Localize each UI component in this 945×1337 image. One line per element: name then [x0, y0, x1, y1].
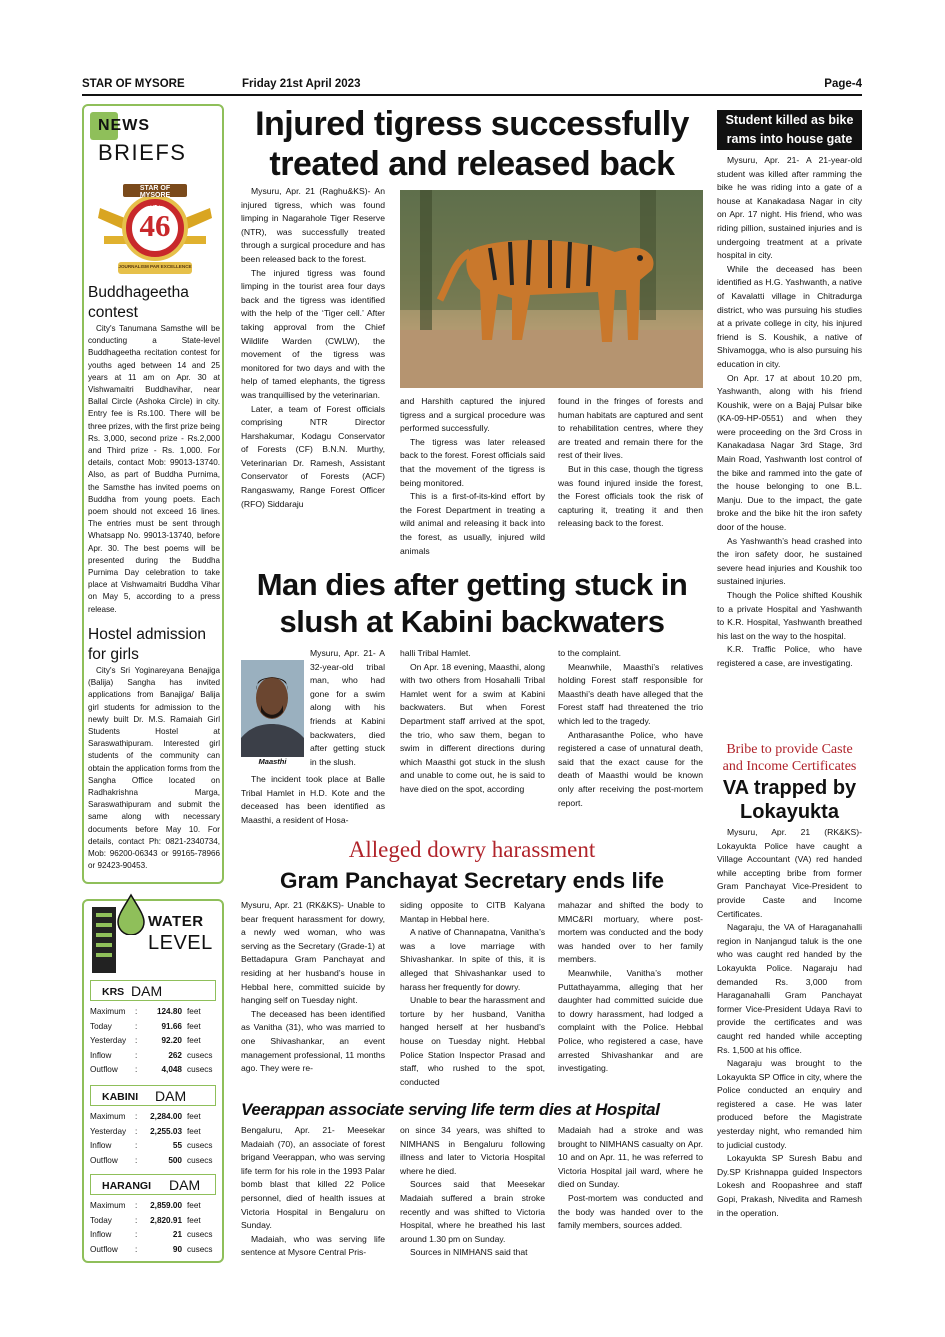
table-row: Yesterday : 92.20 feet	[90, 1036, 201, 1045]
dowry-col-1: Mysuru, Apr. 21 (RK&KS)- Unable to bear frequent harassment for dowry, a newly wed woman, who was serving as the Secretary (Grade-1) at Bettadapura Gram Panchayat and residing at her husband’s house in Hebbal here, committed suicide by hanging self on Tuesday night. The deceased has been identified as Vanitha (31), who was married to one Shivashankar, an event management professional, 11 months ago. They were re-	[241, 900, 385, 1074]
student-headline: Student killed as bike rams into house gate	[717, 110, 862, 150]
issue-date: Friday 21st April 2023	[242, 78, 361, 90]
table-row: Today : 2,820.91 feet	[90, 1215, 201, 1225]
table-row: Outflow : 4,048 cusecs	[90, 1065, 213, 1074]
briefs-title-bottom: BRIEFS	[98, 140, 187, 165]
kabini-dam-word: DAM	[155, 1088, 187, 1104]
harangi-dam-word: DAM	[169, 1177, 201, 1193]
table-row: Inflow : 21 cusecs	[90, 1230, 213, 1239]
lokayukta-kicker: Bribe to provide Caste and Income Certificates	[722, 742, 857, 774]
water-title-top: WATER	[148, 913, 204, 930]
logo-top-text: STAR OF MYSORE	[139, 185, 171, 199]
veerappan-col-3: Madaiah had a stroke and was brought to NIMHANS casualty on Apr. 10 and on Apr. 11, he was referred to Victoria Hospital jail ward, where he died on Sunday. Post-mortem was conducted and the body was handed over to the family members, sources added.	[558, 1125, 703, 1231]
maasthi-photo	[241, 660, 304, 757]
brief-2-body: City's Sri Yoginareyana Benajiga (Balija) Sangha has invited applications from Banajiga/ Balija girl students for admission to the newly built Dr. M.S. Ramaiah Girl Students Hostel at Saraswathipuram. Interested girl students of the community can obtain the application forms from the Sangha Office located on Radhakrishna Marga, Saraswathipuram and submit the same along with necessary documents before May 10. For details, contact Ph: 0821-2340734, Mob: 96200-06343 or 99165-78966 or 92423-90453.	[88, 666, 220, 871]
krs-dam-table	[90, 1005, 220, 1078]
kabini-col-2: halli Tribal Hamlet. On Apr. 18 evening, Maasthi, along with two others from Hosahalli Tribal Hamlet went for a swim at Kabini backwaters. But when Forest Department staff arrived at the spot, the trio, who saw them, began to swim in different directions during which Maasthi got stuck in the slush and unable to come out, he is said to have died on the spot, according	[400, 648, 545, 794]
tigress-col-1: Mysuru, Apr. 21 (Raghu&KS)- An injured tigress, which was found limping in Nagarahole Tiger Reserve (NTR), was successfully treated through a surgical procedure and has been released back to the forest. The injured tigress was found limping in the tourist area four days back and the tigress was identified with the help of the ‘Tiger cell.’ After taking approval from the Chief Wildlife Warden (CWLW), the movement of the tigress was monitored for two days and with the help of tamed elephants, the tigress was tranquillised by the veterinarian. Later, a team of Forest officials comprising NTR Director Harshakumar, Kodagu Conservator of Forests (CF) B.N.N. Murthy, Veterinarian Dr. Ramesh, Assistant Conservator of Forests (ACF) Rangaswamy, Range Forest Officer (RFO) Siddaraju	[241, 186, 385, 509]
star-of-mysore-46-logo	[90, 178, 220, 282]
lokayukta-body: Mysuru, Apr. 21 (RK&KS)- Lokayukta Police have caught a Village Accountant (VA) red handed while accepting bribe from former Gram Panchayat Vice-President to provide Caste and Income Certificates. Nagaraju, the VA of Haraganahalli region in Nanjangud taluk is the one who was caught red handed by the Lokayukta Police. Nagaraju had demanded Rs. 3,000 from Haraganahalli Gram Panchayat former Vice-President Udaya Ravi to provide the certificates and was caught red handed while accepting Rs. 1,500 at his office. Nagaraju was brought to the Lokayukta SP Office in city, where the Police conducted an enquiry and registered a case. He was later produced before the Magistrate yesterday night, who remanded him to judicial custody. Lokayukta SP Suresh Babu and Dy.SP Krishnappa guided Inspectors Lokesh and Roopashree and staff Gopi, Prakash, Nivedita and Ramesh in the operation.	[717, 827, 862, 1218]
table-row: Inflow : 262 cusecs	[90, 1050, 213, 1060]
briefs-title-top: NEWS	[98, 117, 150, 134]
brief-1-body: City's Tanumana Samsthe will be conducting a State-level Buddhageetha recitation contest for youths aged between 14 and 25 years at 11 am on Apr. 30 at Vishwamaitri Buddhavihar, near Ballal Circle (Ashoka Circle) in city. Entry fee is Rs.100. There will be three prizes, with the first prize being Rs. 3,000, second prize - Rs.2,000 and Third prize - Rs. 1,000. For details, contact Mob: 99013-13740. Also, as part of Buddha Purnima, the Samsthe has invited poems on Buddha from young poets. Each poem should not exceed 16 lines. The entries must be sent through Whatsapp No. 99013-13740, before Apr. 30. The best poems will be presented during the Buddha Purnima Day celebration to take place at Vishwamaitri Buddha Vihar on May 5, according to a press release.	[88, 324, 220, 614]
harangi-dam-heading	[90, 1174, 216, 1195]
veerappan-col-2: on since 34 years, was shifted to NIMHANS in Bengaluru following illness and later to Victoria Hospital where he died. Sources said that Meesekar Madaiah suffered a brain stroke recently and was shifted to Victoria Hospital, where he breathed his last around 1.30 pm on Sunday. Sources in NIMHANS said that	[400, 1125, 545, 1258]
masthead-strip	[82, 78, 862, 94]
lokayukta-headline: VA trapped by Lokayukta	[722, 777, 857, 823]
water-title-bottom: LEVEL	[148, 932, 213, 954]
dowry-kicker: Alleged dowry harassment	[348, 837, 596, 862]
tigress-col-2: and Harshith captured the injured tigress and a surgical procedure was performed successfully. The tigress was later released back to the forest. Forest officials said that the movement of the tigress is being monitored. This is a first-of-its-kind effort by the Forest Department in treating a wild animal and releasing it back into the forest, as usually, injured wild animals	[400, 396, 545, 556]
dowry-headline: Gram Panchayat Secretary ends life	[280, 868, 664, 893]
dowry-col-2: siding opposite to CITB Kalyana Mantap in Hebbal here. A native of Channapatna, Vanitha’s was a love marriage with Shivashankar. In spite of this, it is alleged that Shivashankar used to harass her frequently for dowry. Unable to bear the harassment and torture by her husband, Vanitha hanged herself at her husband’s house on Tuesday night. Hebbal Police Station Inspector Prasad and staff, who rushed to the spot, conducted	[400, 900, 545, 1087]
table-row: Outflow : 500 cusecs	[90, 1155, 213, 1165]
paper-name: STAR OF MYSORE	[82, 78, 185, 90]
tigress-photo	[400, 190, 703, 388]
table-row: Maximum : 2,859.00 feet	[90, 1201, 201, 1210]
page-number: Page-4	[824, 78, 862, 90]
kabini-col-1b: The incident took place at Balle Tribal Hamlet in H.D. Kote and the deceased has been identified as Maasthi, a resident of Hosa-	[241, 774, 385, 825]
kabini-col-1a: Mysuru, Apr. 21- A 32-year-old tribal man, who had gone for a swim along with his friends at Kabini backwaters, died after getting stuck in the slush.	[310, 648, 385, 767]
kabini-dam-heading	[90, 1085, 216, 1106]
table-row: Inflow : 55 cusecs	[90, 1141, 213, 1150]
kabini-col-3: to the complaint. Meanwhile, Maasthi’s relatives holding Forest staff responsible for Maasthi’s death have alleged that the Forest staff had threatened the trio which led to the tragedy. Antharasanthe Police, who have registered a case of unnatural death, said that the exact cause for the death of Maasthi would be known only after receiving the post-mortem report.	[558, 648, 703, 808]
table-row: Maximum : 2,284.00 feet	[90, 1112, 201, 1121]
harangi-dam-name: HARANGI	[102, 1180, 151, 1192]
tigress-headline: Injured tigress successfully treated and released back	[255, 105, 689, 183]
logo-motto: JOURNALISM PAR EXCELLENCE	[118, 264, 192, 269]
dowry-col-3: mahazar and shifted the body to MMC&RI mortuary, where post-mortem was conducted and the body was handed over to her family members. Meanwhile, Vanitha’s mother Puttathayamma, alleging that her daughter had committed suicide due to dowry harassment, had lodged a complaint with the Police. Hebbal Police, who registered a case, have arrested Shivashankar and are investigating.	[558, 900, 703, 1074]
tigress-col-3: found in the fringes of forests and human habitats are captured and sent to rehabilitation centres, where they are treated and remain there for the rest of their lives. But in this case, though the tigress was found injured inside the forest, the Forest officials took the risk of capturing it, treating it and then releasing back to the forest.	[558, 396, 703, 529]
kabini-dam-table	[90, 1110, 220, 1168]
kabini-dam-name: KABINI	[102, 1091, 139, 1103]
table-row: Yesterday : 2,255.03 feet	[90, 1126, 201, 1136]
brief-2-heading: Hostel admission for girls	[88, 626, 207, 663]
logo-estd: Estd. 1978	[141, 202, 169, 208]
water-drop-icon	[116, 893, 146, 935]
veerappan-col-1: Bengaluru, Apr. 21- Meesekar Madaiah (70), an associate of forest brigand Veerappan, who was serving life term for his role in the 1993 Palar bomb blast that killed 22 Police personnel, died of health issues at Victoria Hospital in Bengaluru on Sunday. Madaiah, who was serving life sentence at Mysore Central Pris-	[241, 1125, 385, 1258]
krs-dam-heading	[90, 980, 216, 1001]
veerappan-headline: Veerappan associate serving life term dies at Hospital	[241, 1100, 660, 1119]
kabini-headline: Man dies after getting stuck in slush at Kabini backwaters	[256, 567, 688, 639]
table-row: Today : 91.66 feet	[90, 1021, 201, 1031]
student-body: Mysuru, Apr. 21- A 21-year-old student was killed after ramming the bike he was riding into a gate of a house at Kanakadasa Nagar in city on Apr. 17 night. His friend, who was riding pillion, sustained injuries and is undergoing treatment at a private hospital in city. While the deceased has been identified as H.G. Yashwanth, a native of Kavalatti village in Chitradurga district, who was pursuing his studies at a private college in city, his injured friend is S. Koushik, a native of Shivamogga, who is also pursuing his education in city. On Apr. 17 at about 10.20 pm, Yashwanth, along with his friend Koushik, were on a Bajaj Pulsar bike (KA-09-HP-0551) and when they were proceeding on the 3rd Cross in Kanakadasa Nagar 3rd Stage, 3rd Main Road, Yashwanth lost control of the bike and rammed into the gate of the house belonging to one B.L. Manju. Due to the impact, the gate broke and the bike hit the iron safety door of the house. As Yashwanth’s head crashed into the iron safety door, he sustained severe head injuries and Koushik too sustained injuries. Though the Police shifted Koushik to a private Hospital and Yashwanth to K.R. Hospital, Yashwanth breathed his last on the way to the hospital. K.R. Traffic Police, who have registered a case, are investigating.	[717, 155, 862, 668]
brief-1-heading: Buddhageetha contest	[88, 284, 189, 321]
harangi-dam-table	[90, 1199, 220, 1257]
water-tower-icon	[90, 905, 118, 975]
table-row: Maximum : 124.80 feet	[90, 1007, 201, 1016]
table-row: Outflow : 90 cusecs	[90, 1244, 213, 1254]
logo-number: 46	[139, 208, 171, 243]
maasthi-caption: Maasthi	[241, 757, 304, 769]
krs-dam-name: KRS	[102, 986, 125, 998]
krs-dam-word: DAM	[131, 983, 163, 999]
header-rule	[82, 94, 862, 96]
